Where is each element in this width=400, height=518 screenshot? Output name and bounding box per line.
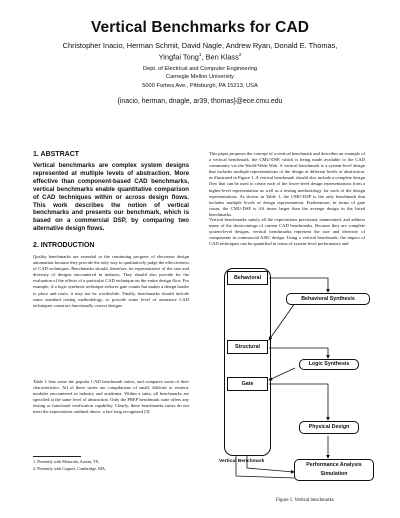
arrow-structural-to-logic	[269, 348, 328, 358]
arrow-synthesis-to-structural	[269, 303, 295, 340]
body-paragraph-2: Vertical benchmarks satisfy all the expectations previously enumerated, and address many of the shortcomings of current CAD benchmarks. Because they are complete system-level designs, vertical benchmarks represent the size and diversity of components in commercial ASIC design. Using a vertical benchmark, the impact of CAD techniques can be quantified in terms of system-level performance and	[209, 217, 365, 247]
vertical-benchmark-container	[224, 268, 271, 456]
vertical-benchmark-label: Vertical Benchmark	[219, 459, 265, 464]
abstract-text: Vertical benchmarks are complex system designs represented at multiple levels of abstraction. More effective than component-based CAD benchmarks, vertical benchmarks enable quantitative comparison of CAD techniques within or across design flows. This work describes the notion of vertical benchmarks and presents our benchmark, which is based on a commercial DSP, by comparing two alternative design flows.	[33, 162, 189, 233]
author-tong: Yingfai Tong	[158, 52, 199, 62]
author-email: {inacio, herman, dnagle, ar39, thomas}@ece.cmu.edu	[117, 98, 283, 105]
footnote-divider	[33, 456, 81, 457]
level-structural: Structural	[227, 340, 268, 354]
level-gate: Gate	[227, 377, 268, 391]
figure-vertical-benchmarks	[206, 262, 374, 508]
affiliation-address: 5000 Forbes Ave., Pittsburgh, PA 15213, USA	[142, 83, 258, 89]
level-behavioral: Behavioral	[227, 271, 268, 285]
author-list	[50, 41, 350, 62]
footnote-marker-2: 2	[238, 52, 242, 58]
author-line-1: Christopher Inacio, Herman Schmit, David Nagle, Andrew Ryan, Donald E. Thomas,	[62, 41, 338, 50]
step-behavioral-synthesis: Behavioral Synthesis	[286, 293, 370, 305]
body-paragraph-1: This paper proposes the concept of a vertical benchmark and describes an example of a vertical benchmark, the CMU-DSP, which is being made available to the CAD community via the World-Wide Web. A vertical benchmark is a system-level design that includes multiple representations of the design at different levels of abstraction, as illustrated in Figure 1. A vertical benchmark should also include a complete design flow that can be used to create each of the lower-level design representations from a higher-level representation as well as a testing methodology for each of the design representations. As shown in Table 1, the CMU-DSP is the only benchmark that includes multiple levels of design representation. Furthermore, in terms of gate count, the CMU-DSP is 4.6 times larger than the average design in the listed benchmarks.	[209, 151, 365, 217]
paper-title: Vertical Benchmarks for CAD	[90, 19, 310, 36]
arrow-behavioral-to-synthesis	[269, 278, 328, 292]
figure-caption: Figure 1. Vertical benchmarks	[276, 498, 334, 503]
analysis-line-1: Performance Analysis	[306, 462, 362, 468]
abstract-heading: 1. ABSTRACT	[33, 151, 80, 158]
step-physical-design: Physical Design	[299, 421, 359, 434]
affiliation-univ: Carnegie Mellon University	[166, 74, 234, 80]
step-performance-analysis	[294, 459, 374, 481]
step-logic-synthesis: Logic Synthesis	[299, 359, 359, 370]
affiliation-dept: Dept. of Electrical and Computer Engineering	[142, 66, 258, 72]
introduction-heading: 2. INTRODUCTION	[33, 242, 95, 249]
footnote-1: 1. Presently with Motorola, Austin, TX.	[33, 459, 100, 464]
author-klass: , Ben Klass	[201, 52, 239, 62]
introduction-paragraph-2: Table 1 lists some the popular CAD benchmark suites, and compares some of their characteristics. All of these suites are compilations of small, difficult or esoteric modules encountered in industry and academia. Within a suite, all benchmarks are specified at the same level of abstraction. Only the PREP benchmark suite offers any testing or functional verification capability. Clearly, these benchmarks suites do not meet the expectations outlined above, a fact long recognized [3].	[33, 379, 189, 415]
arrow-gate-to-physical	[269, 384, 328, 420]
footnote-marker-1: 1	[198, 52, 202, 58]
author-line-2	[50, 50, 350, 62]
analysis-line-2: Simulation	[320, 471, 348, 477]
introduction-paragraph-1: Quality benchmarks are essential to the continuing progress of electronic design automation because they provide the only way to qualitatively judge the effectiveness of CAD techniques. Benchmarks should, therefore, be representative of the size and diversity of designs encountered in industry. They should also provide for the evaluation of the effects of a particular CAD technique on the entire design flow. For example, if a logic synthesis technique reduces gate counts but makes a design harder to place and route, it may not be worthwhile. Finally, benchmarks should include some standard testing methodology, to provide some level of assurance CAD techniques construct functionally correct designs.	[33, 254, 189, 308]
arrow-logic-to-gate	[269, 368, 295, 380]
footnote-2: 2. Presently with Cognex, Cambridge, MA.	[33, 466, 106, 471]
